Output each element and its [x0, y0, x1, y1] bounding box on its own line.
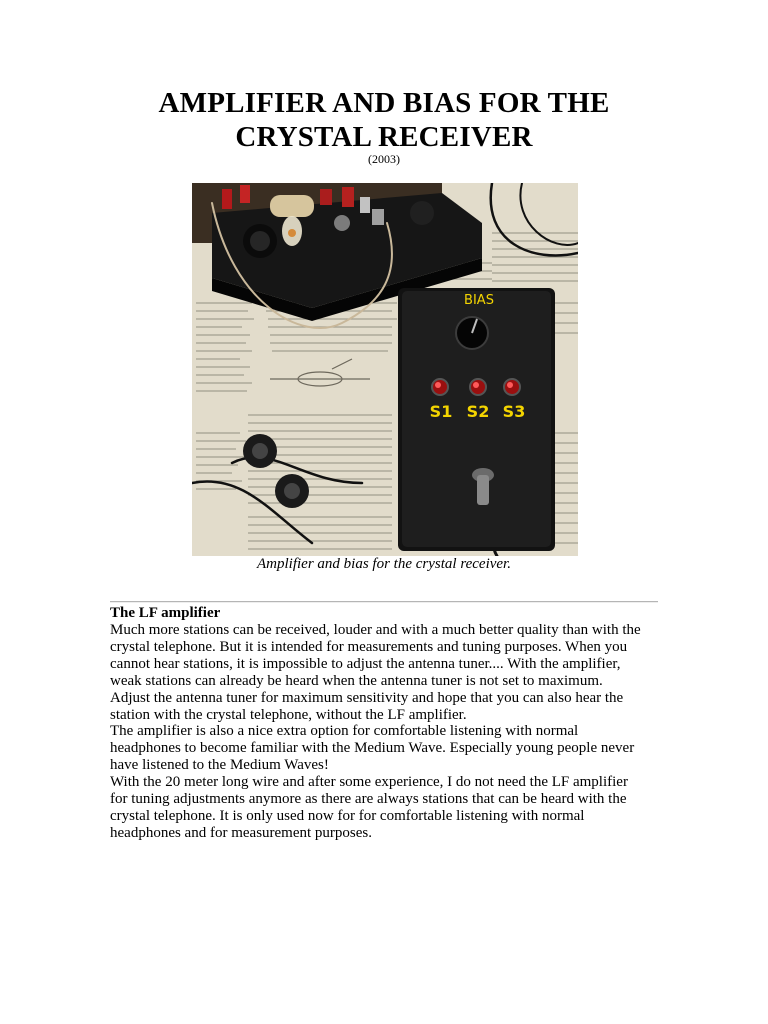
body-line: crystal telephone. It is only used now for for comfortable listening with normal — [110, 807, 585, 824]
body-line: The amplifier is also a nice extra option for comfortable listening with normal — [110, 723, 579, 740]
body-line: weak stations can already be heard when the antenna tuner is not set to maximum. — [110, 672, 603, 689]
body-line: headphones and for measurement purposes. — [110, 824, 373, 841]
year-label: (2003) — [368, 152, 400, 166]
body-line: Much more stations can be received, louder and with a much better quality than with the — [110, 622, 641, 638]
jack-plug — [477, 475, 489, 505]
bias-box — [398, 288, 555, 551]
switch-label-s3: S3 — [502, 402, 526, 421]
switch-label-s2: S2 — [466, 402, 490, 421]
title-line-1: AMPLIFIER AND BIAS FOR THE — [158, 87, 610, 119]
earphone-right — [275, 474, 309, 508]
body-line: for tuning adjustments anymore as there are always stations that can be heard with the — [110, 791, 627, 808]
bias-label: BIAS — [464, 293, 494, 308]
section-heading: The LF amplifier — [110, 605, 221, 621]
amplifier-photo — [192, 183, 578, 556]
body-line: headphones to become familiar with the Medium Wave. Especially young people never — [110, 740, 635, 757]
body-line: crystal telephone. But it is intended for measurements and tuning purposes. When you — [110, 638, 628, 655]
photo-caption: Amplifier and bias for the crystal receiver. — [257, 556, 511, 572]
title-line-2: CRYSTAL RECEIVER — [235, 121, 533, 153]
body-line: have listened to the Medium Waves! — [110, 757, 329, 774]
horizontal-divider — [110, 601, 658, 603]
body-line: station with the crystal telephone, without the LF amplifier. — [110, 706, 467, 723]
earphone-left — [243, 434, 277, 468]
lf-amplifier-section — [110, 605, 670, 842]
page-title — [0, 86, 768, 154]
switch-label-s1: S1 — [429, 402, 453, 421]
body-line: Adjust the antenna tuner for maximum sensitivity and hope that you can also hear the — [110, 689, 624, 706]
body-line: cannot hear stations, it is impossible to adjust the antenna tuner.... With the amplifier, — [110, 655, 621, 672]
body-line: With the 20 meter long wire and after some experience, I do not need the LF amplifier — [110, 774, 628, 791]
